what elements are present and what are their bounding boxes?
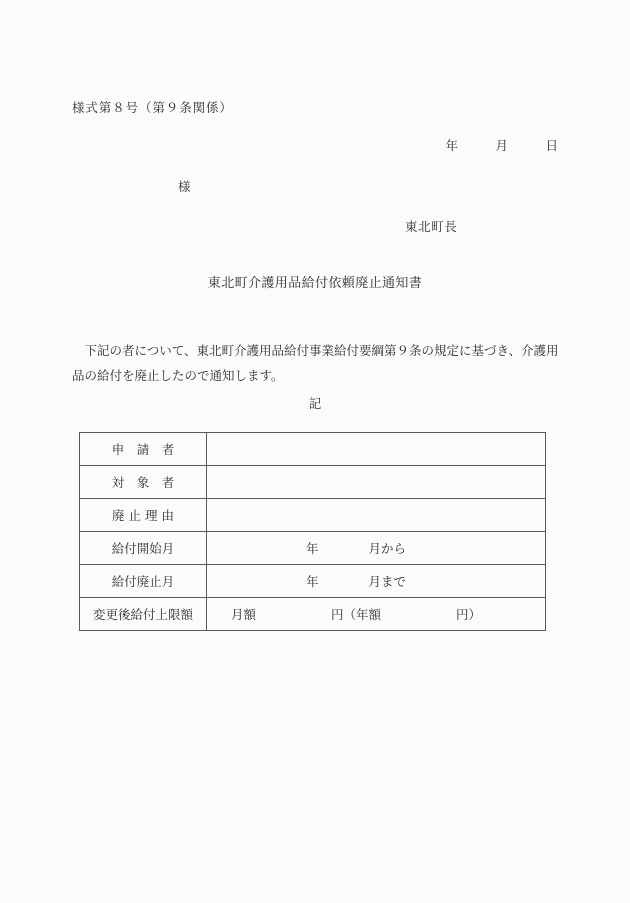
body-line-2: 品の給付を廃止したので通知します。	[72, 368, 284, 383]
row-label-benefit-end-month: 給付廃止月	[80, 565, 207, 598]
issuer-name: 東北町長	[405, 219, 458, 234]
date-line: 年 月 日	[445, 138, 558, 153]
body-paragraph	[72, 338, 564, 388]
form-number-label: 様式第８号（第９条関係）	[72, 100, 233, 115]
row-value-discontinuation-reason[interactable]	[207, 499, 546, 532]
table-row	[80, 499, 546, 532]
table-row	[80, 565, 546, 598]
body-line-1: 下記の者について、東北町介護用品給付事業給付要綱第９条の規定に基づき、介護用	[72, 343, 559, 358]
ki-marker: 記	[308, 396, 322, 411]
row-label-target-person: 対 象 者	[80, 466, 207, 499]
addressee-honorific: 様	[178, 179, 191, 194]
row-value-target-person[interactable]	[207, 466, 546, 499]
row-value-benefit-start-month[interactable]: 年 月から	[207, 532, 546, 565]
row-label-revised-benefit-limit: 変更後給付上限額	[80, 598, 207, 631]
row-value-revised-benefit-limit[interactable]: 月額 円（年額 円）	[207, 598, 546, 631]
row-label-applicant: 申 請 者	[80, 433, 207, 466]
row-label-benefit-start-month: 給付開始月	[80, 532, 207, 565]
row-value-benefit-end-month[interactable]: 年 月まで	[207, 565, 546, 598]
row-label-discontinuation-reason: 廃 止 理 由	[80, 499, 207, 532]
table-row	[80, 433, 546, 466]
notification-detail-table	[79, 432, 546, 631]
row-value-applicant[interactable]	[207, 433, 546, 466]
table-row	[80, 532, 546, 565]
document-title: 東北町介護用品給付依頼廃止通知書	[207, 276, 423, 291]
table-row	[80, 598, 546, 631]
table-row	[80, 466, 546, 499]
